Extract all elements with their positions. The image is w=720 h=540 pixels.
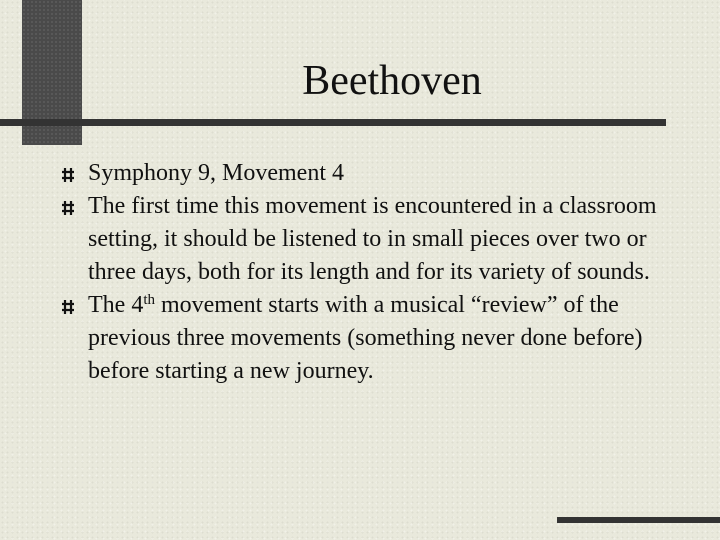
slide-title: Beethoven <box>302 58 482 104</box>
bullet-list <box>58 157 698 388</box>
bullet-text-end: movement starts with a musical “review” of the previous three movements (something never done before) before starting a new journey. <box>88 292 643 384</box>
hash-bullet-icon <box>61 299 75 315</box>
ordinal-superscript: th <box>143 292 155 308</box>
title-underline-rule <box>0 119 666 126</box>
bullet-item <box>58 289 698 388</box>
bullet-item <box>58 157 698 190</box>
bottom-accent-rule <box>557 517 720 523</box>
hash-bullet-icon <box>61 200 75 216</box>
bullet-item <box>58 190 698 289</box>
bullet-text-start: The 4 <box>88 292 144 318</box>
bullet-text: The first time this movement is encountered in a classroom setting, it should be listened to in small pieces over two or three days, both for its length and for its variety of sounds. <box>88 193 657 285</box>
bullet-text: Symphony 9, Movement 4 <box>88 160 344 186</box>
hash-bullet-icon <box>61 167 75 183</box>
